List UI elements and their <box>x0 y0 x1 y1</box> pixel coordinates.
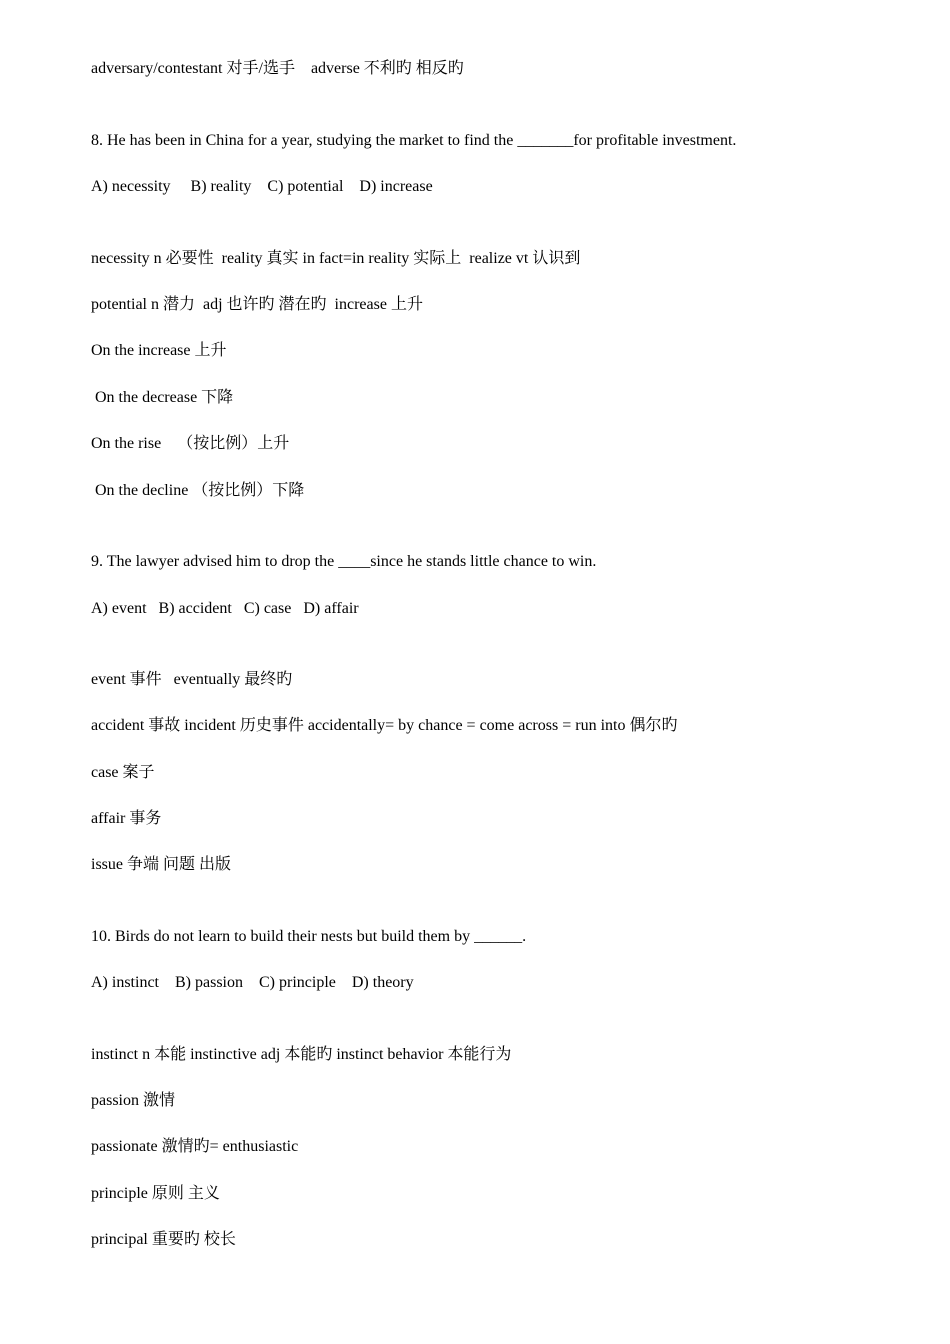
vocab-line-issue: issue 争端 问题 出版 <box>91 856 232 873</box>
vocab-line-accident: accident 事故 incident 历史事件 accidentally= by chance = come across = run into 偶尔旳 <box>91 717 678 734</box>
vocab-line-necessity: necessity n 必要性 reality 真实 in fact=in reality 实际上 realize vt 认识到 <box>91 250 581 267</box>
question-8-text: 8. He has been in China for a year, studying the market to find the _______for profitable investment. <box>91 132 737 149</box>
vocab-line-event: event 事件 eventually 最终旳 <box>91 671 293 688</box>
vocab-line-on-the-decline: On the decline （按比例）下降 <box>91 482 305 499</box>
question-9-options: A) event B) accident C) case D) affair <box>91 600 359 617</box>
question-9-text: 9. The lawyer advised him to drop the ____since he stands little chance to win. <box>91 553 597 570</box>
vocab-line-adversary: adversary/contestant 对手/选手 adverse 不利旳 相反旳 <box>91 60 464 77</box>
vocab-line-potential: potential n 潜力 adj 也许旳 潜在旳 increase 上升 <box>91 296 423 313</box>
vocab-line-principal: principal 重要旳 校长 <box>91 1231 236 1248</box>
vocab-line-instinct: instinct n 本能 instinctive adj 本能旳 instinct behavior 本能行为 <box>91 1046 512 1063</box>
vocab-line-passion: passion 激情 <box>91 1092 176 1109</box>
vocab-line-on-the-increase: On the increase 上升 <box>91 342 227 359</box>
vocab-line-on-the-decrease: On the decrease 下降 <box>91 389 234 406</box>
vocab-line-affair: affair 事务 <box>91 810 162 827</box>
vocab-line-on-the-rise: On the rise （按比例）上升 <box>91 435 290 452</box>
vocab-line-principle: principle 原则 主义 <box>91 1185 220 1202</box>
vocab-line-case: case 案子 <box>91 764 155 781</box>
question-10-text: 10. Birds do not learn to build their nests but build them by ______. <box>91 928 527 945</box>
question-8-options: A) necessity B) reality C) potential D) increase <box>91 178 433 195</box>
vocab-line-passionate: passionate 激情旳= enthusiastic <box>91 1138 299 1155</box>
question-10-options: A) instinct B) passion C) principle D) theory <box>91 974 414 991</box>
